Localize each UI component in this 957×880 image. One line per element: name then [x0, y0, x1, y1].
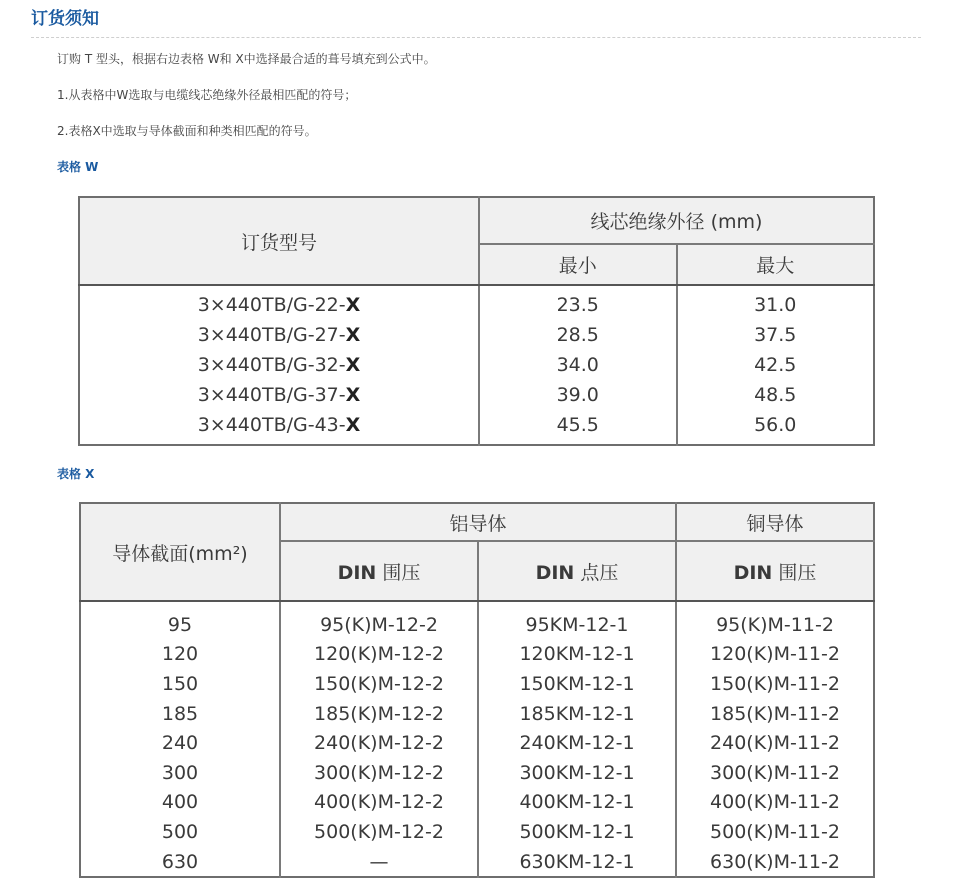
al-point-code: 240KM-12-1 [478, 728, 676, 758]
conductor-section: 95 [80, 601, 280, 640]
al-point-code: 95KM-12-1 [478, 601, 676, 640]
al-point-code: 150KM-12-1 [478, 669, 676, 699]
order-model-suffix: X [345, 324, 361, 346]
order-model: 3×440TB/G-22- [197, 294, 346, 316]
order-model-cell [79, 285, 479, 320]
step-1-paragraph: 1.从表格中W选取与电缆线芯绝缘外径最相匹配的符号； [57, 88, 357, 102]
table-row [80, 640, 874, 670]
col-cu-din-surround [676, 541, 874, 601]
table-row [79, 285, 874, 320]
al-surround-code: 120(K)M-12-2 [280, 640, 478, 670]
al-surround-code: — [280, 847, 478, 878]
min-diameter: 23.5 [479, 285, 677, 320]
col-min: 最小 [479, 244, 677, 285]
col-insulation-diameter: 线芯绝缘外径 (mm) [479, 197, 874, 244]
din-label: DIN [733, 561, 773, 584]
al-surround-code: 150(K)M-12-2 [280, 669, 478, 699]
al-point-code: 120KM-12-1 [478, 640, 676, 670]
al-point-code: 185KM-12-1 [478, 699, 676, 729]
order-model: 3×440TB/G-27- [197, 324, 346, 346]
point-press-label: 点压 [580, 561, 619, 584]
table-row [80, 788, 874, 818]
table-row [80, 699, 874, 729]
cu-surround-code: 185(K)M-11-2 [710, 702, 840, 725]
order-model-suffix: X [345, 414, 361, 436]
max-diameter: 42.5 [754, 354, 797, 376]
order-model-cell [79, 410, 479, 445]
order-model-cell [79, 380, 479, 410]
table-x [79, 502, 875, 878]
din-label: DIN [337, 561, 377, 584]
al-surround-code: 240(K)M-12-2 [280, 728, 478, 758]
order-model: 3×440TB/G-37- [197, 384, 346, 406]
order-model-suffix: X [345, 384, 361, 406]
order-model: 3×440TB/G-32- [197, 354, 346, 376]
conductor-section: 500 [80, 817, 280, 847]
conductor-section: 400 [80, 788, 280, 818]
max-diameter: 56.0 [754, 414, 797, 436]
al-surround-code: 300(K)M-12-2 [280, 758, 478, 788]
cu-surround-code: 120(K)M-11-2 [710, 643, 840, 666]
table-row [79, 350, 874, 380]
conductor-section: 630 [80, 847, 280, 878]
order-model: 3×440TB/G-43- [197, 414, 346, 436]
col-copper-conductor: 铜导体 [676, 503, 874, 541]
order-model-cell [79, 350, 479, 380]
conductor-section: 185 [80, 699, 280, 729]
table-row [80, 669, 874, 699]
cu-surround-code: 240(K)M-11-2 [710, 732, 840, 755]
cu-surround-code: 150(K)M-11-2 [710, 672, 840, 695]
title-divider [31, 37, 921, 38]
conductor-section: 240 [80, 728, 280, 758]
table-row [80, 847, 874, 878]
min-diameter: 45.5 [479, 410, 677, 445]
al-point-code: 500KM-12-1 [478, 817, 676, 847]
al-point-code: 400KM-12-1 [478, 788, 676, 818]
cu-surround-code: 300(K)M-11-2 [710, 761, 840, 784]
cu-surround-code: 95(K)M-11-2 [716, 613, 834, 636]
table-row [80, 817, 874, 847]
al-surround-code: 400(K)M-12-2 [280, 788, 478, 818]
al-surround-code: 500(K)M-12-2 [280, 817, 478, 847]
max-diameter: 31.0 [754, 294, 797, 316]
col-max: 最大 [677, 244, 875, 285]
al-point-code: 630KM-12-1 [478, 847, 676, 878]
step-2-paragraph: 2.表格X中选取与导体截面和种类相匹配的符号。 [57, 124, 317, 138]
order-model-cell [79, 320, 479, 350]
col-order-model: 订货型号 [79, 197, 479, 285]
max-diameter: 37.5 [754, 324, 797, 346]
cu-surround-code: 400(K)M-11-2 [710, 791, 840, 814]
table-w-heading: 表格 W [57, 160, 99, 174]
order-model-suffix: X [345, 354, 361, 376]
max-diameter: 48.5 [754, 384, 797, 406]
min-diameter: 39.0 [479, 380, 677, 410]
min-diameter: 28.5 [479, 320, 677, 350]
table-row [80, 728, 874, 758]
al-surround-code: 95(K)M-12-2 [280, 601, 478, 640]
table-x-heading: 表格 X [57, 467, 95, 481]
surround-press-label: 围压 [778, 561, 817, 584]
cu-surround-code: 630(K)M-11-2 [710, 850, 840, 873]
table-row [79, 380, 874, 410]
conductor-section: 120 [80, 640, 280, 670]
table-row [80, 758, 874, 788]
table-row [80, 601, 874, 640]
surround-press-label: 围压 [382, 561, 421, 584]
din-label: DIN [535, 561, 575, 584]
conductor-section: 150 [80, 669, 280, 699]
intro-paragraph: 订购 T 型头，根据右边表格 W和 X中选择最合适的葺号填充到公式中。 [57, 52, 436, 66]
page-title: 订货须知 [31, 9, 99, 29]
col-al-din-point [478, 541, 676, 601]
table-w [78, 196, 875, 446]
min-diameter: 34.0 [479, 350, 677, 380]
col-al-din-surround [280, 541, 478, 601]
table-row [79, 320, 874, 350]
cu-surround-code: 500(K)M-11-2 [710, 820, 840, 843]
col-conductor-section: 导体截面(mm²) [80, 503, 280, 601]
conductor-section: 300 [80, 758, 280, 788]
al-surround-code: 185(K)M-12-2 [280, 699, 478, 729]
al-point-code: 300KM-12-1 [478, 758, 676, 788]
table-row [79, 410, 874, 445]
order-model-suffix: X [345, 294, 361, 316]
col-aluminum-conductor: 铝导体 [280, 503, 676, 541]
